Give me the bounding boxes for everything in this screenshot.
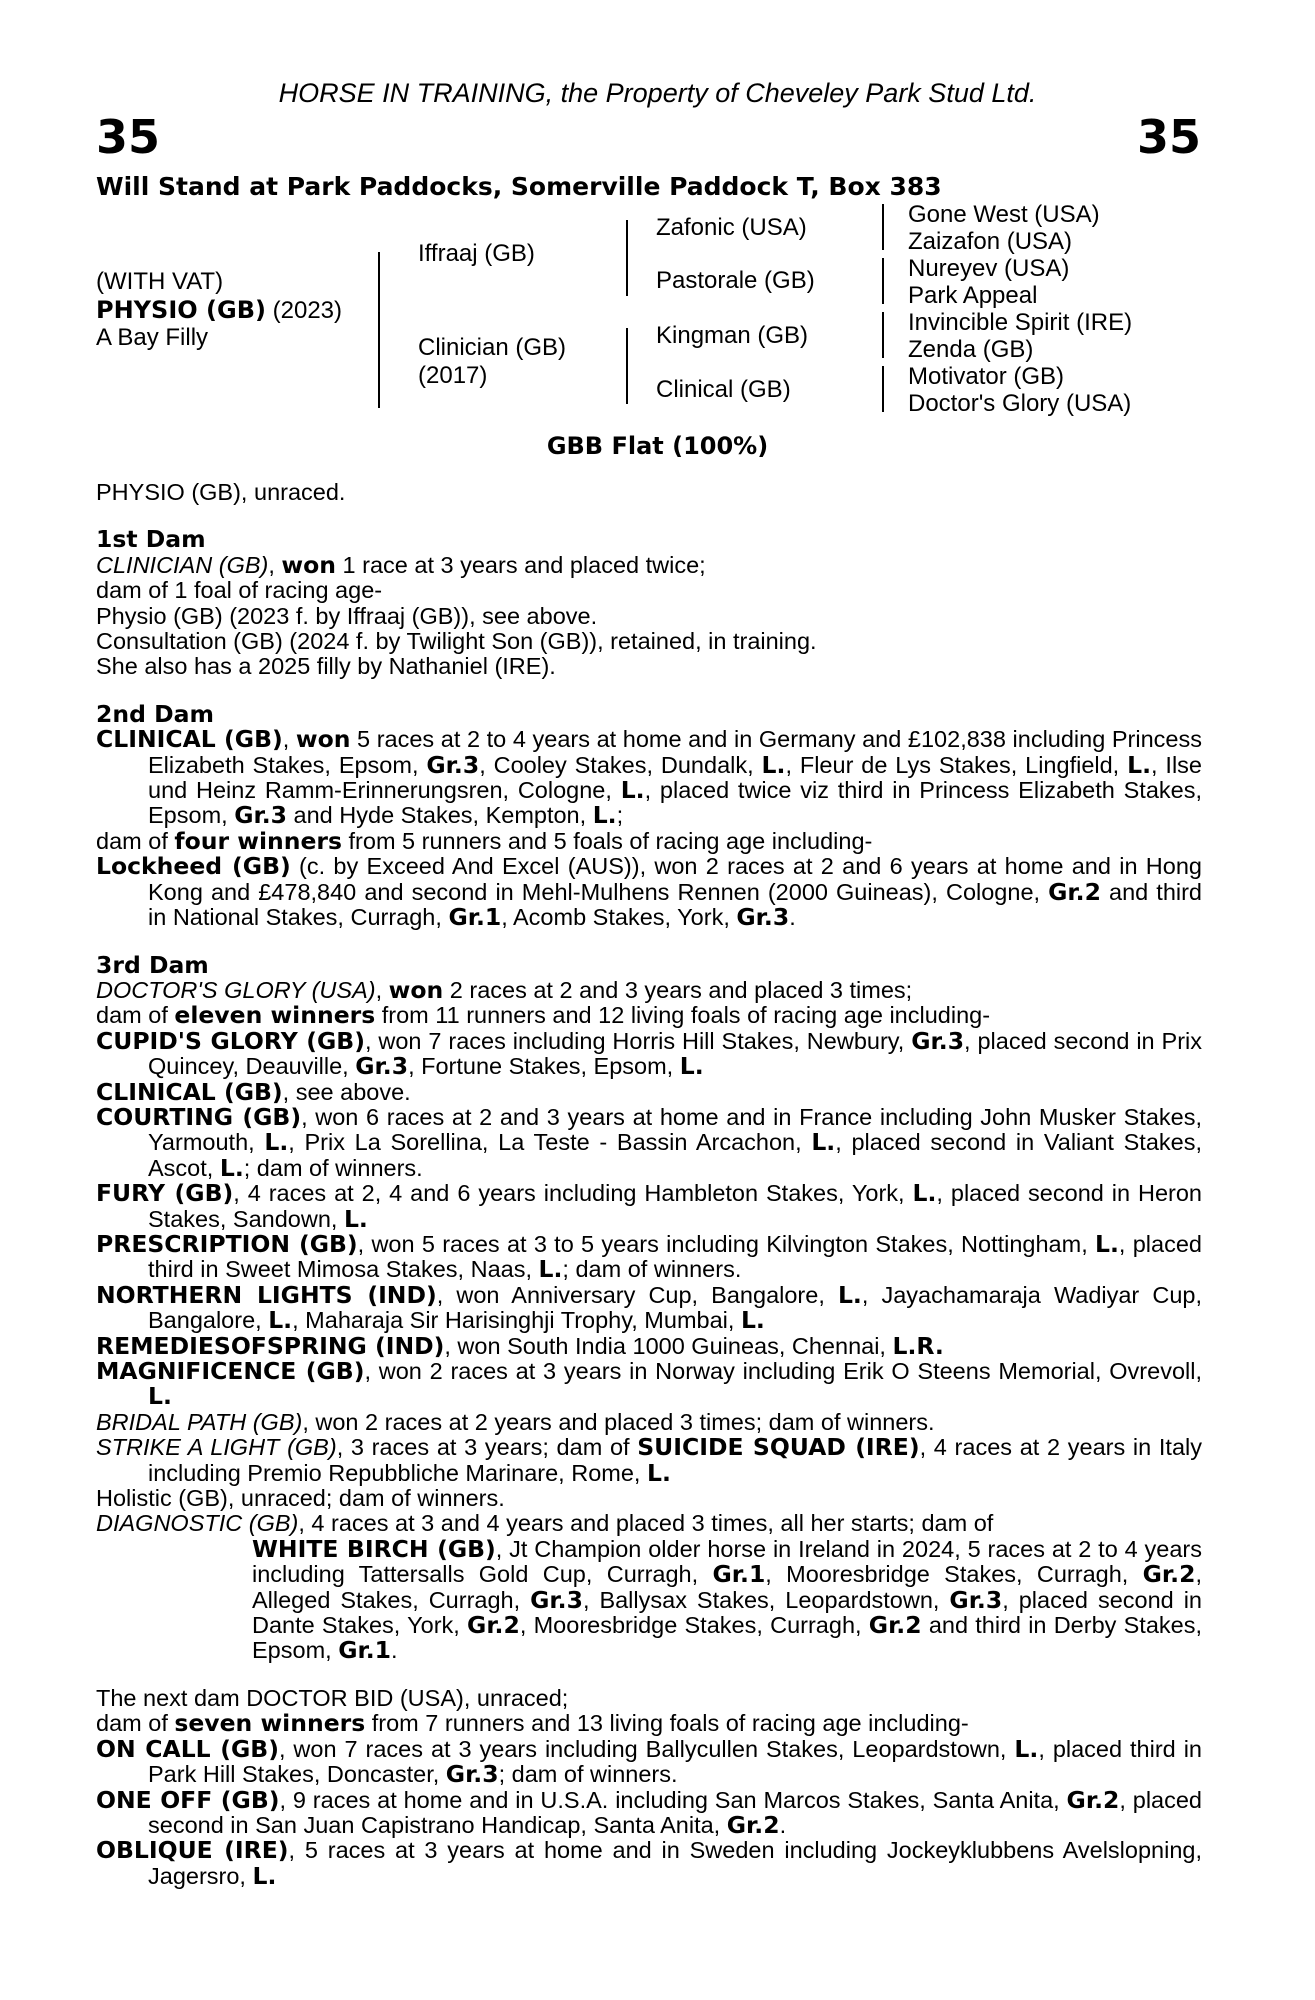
progeny-diagnostic: DIAGNOSTIC (GB), 4 races at 3 and 4 years and placed 3 times, all her starts; dam of — [96, 1510, 994, 1537]
dam: Clinician (GB) — [418, 334, 567, 361]
progeny-clinical: CLINICAL (GB), see above. — [96, 1077, 411, 1106]
next-dam-section — [96, 1686, 1202, 1889]
sss: Gone West (USA) — [908, 201, 1100, 228]
brace-gen3-1 — [882, 204, 884, 250]
catalogue-body — [96, 480, 1202, 1889]
sire-dam: Pastorale (GB) — [656, 267, 815, 294]
progeny-prescription: PRESCRIPTION (GB), won 5 races at 3 to 5 years including Kilvington Stakes, Nottingham, L., placed third in Sweet Mimosa Stakes, Naas, L.; dam of winners. — [96, 1229, 1202, 1284]
third-dam-foals: dam of eleven winners from 11 runners and 12 living foals of racing age including- — [96, 1001, 991, 1030]
progeny-strike-a-light: STRIKE A LIGHT (GB), 3 races at 3 years; dam of SUICIDE SQUAD (IRE), 4 races at 2 years in Italy including Premio Repubbliche Marinare, Rome, L. — [96, 1433, 1202, 1487]
lot-number-left: 35 — [96, 110, 161, 164]
dam-year: (2017) — [418, 362, 488, 389]
first-dam-section — [96, 527, 1202, 679]
vat-note: (WITH VAT) — [96, 268, 224, 295]
brace-gen2-sire — [626, 220, 628, 296]
progeny-fury: FURY (GB), 4 races at 2, 4 and 6 years including Hambleton Stakes, York, L., placed second in Heron Stakes, Sandown, L. — [96, 1179, 1202, 1233]
dam-dam: Clinical (GB) — [656, 376, 791, 403]
progeny-magnificence: MAGNIFICENCE (GB), won 2 races at 3 years in Norway including Erik O Steens Memorial, Ovrevoll, L. — [96, 1357, 1202, 1411]
sire-sire: Zafonic (USA) — [656, 214, 807, 241]
lot-number-right: 35 — [1136, 110, 1201, 164]
brace-gen3-3 — [882, 312, 884, 358]
brace-gen2-dam — [626, 328, 628, 404]
second-dam-record: CLINICAL (GB), won 5 races at 2 to 4 years at home and in Germany and £102,838 including Princess Elizabeth Stakes, Epsom, Gr.3, Cooley Stakes, Dundalk, L., Fleur de Lys Stakes, Lingfield, L., Ilse und Heinz Ramm-Erinnerungsren, Cologne, L., placed twice viz third in Princess Elizabeth Stakes, Epsom, Gr.3 and Hyde Stakes, Kempton, L.; — [96, 725, 1202, 830]
first-dam-record: CLINICIAN (GB), won 1 race at 3 years and placed twice; — [96, 550, 706, 579]
dam-sire: Kingman (GB) — [656, 322, 809, 349]
horse-year: (2023) — [272, 297, 343, 324]
next-dam-line: The next dam DOCTOR BID (USA), unraced; — [96, 1684, 569, 1711]
horse-name: PHYSIO (GB) — [96, 296, 266, 324]
catalogue-header: HORSE IN TRAINING, the Property of Cheveley Park Stud Ltd. — [278, 78, 1037, 108]
second-dam-foals: dam of four winners from 5 runners and 5 foals of racing age including- — [96, 826, 873, 855]
dss: Invincible Spirit (IRE) — [908, 309, 1133, 336]
progeny-bridal-path: BRIDAL PATH (GB), won 2 races at 2 years and placed 3 times; dam of winners. — [96, 1408, 935, 1435]
first-dam-note: She also has a 2025 filly by Nathaniel (IRE). — [96, 653, 556, 680]
progeny-lockheed: Lockheed (GB) (c. by Exceed And Excel (AUS)), won 2 races at 2 and 6 years at home and in Hong Kong and £478,840 and second in Mehl-Mulhens Rennen (2000 Guineas), Cologne, Gr.2 and third in National Stakes, Curragh, Gr.1, Acomb Stakes, York, Gr.3. — [96, 852, 1203, 932]
third-dam-record: DOCTOR'S GLORY (USA), won 2 races at 2 and 3 years and placed 3 times; — [96, 975, 913, 1004]
brace-gen1 — [378, 252, 380, 408]
sds: Nureyev (USA) — [908, 255, 1070, 282]
brace-gen3-2 — [882, 258, 884, 304]
progeny-on-call: ON CALL (GB), won 7 races at 3 years including Ballycullen Stakes, Leopardstown, L., placed third in Park Hill Stakes, Doncaster, Gr.3; dam of winners. — [96, 1734, 1202, 1789]
progeny-cupids-glory: CUPID'S GLORY (GB), won 7 races including Horris Hill Stakes, Newbury, Gr.3, placed second in Prix Quincey, Deauville, Gr.3, Fortune Stakes, Epsom, L. — [96, 1026, 1202, 1081]
third-dam-heading: 3rd Dam — [96, 950, 209, 979]
horse-name-line — [96, 296, 342, 325]
progeny-remediesofspring: REMEDIESOFSPRING (IND), won South India 1000 Guineas, Chennai, L.R. — [96, 1331, 944, 1360]
ssd: Zaizafon (USA) — [908, 228, 1073, 255]
second-dam-section — [96, 699, 1203, 932]
dsd: Zenda (GB) — [908, 336, 1034, 363]
next-dam-foals: dam of seven winners from 7 runners and 13 living foals of racing age including- — [96, 1709, 969, 1738]
intro-line: PHYSIO (GB), unraced. — [96, 479, 346, 505]
dds: Motivator (GB) — [908, 363, 1065, 390]
sire: Iffraaj (GB) — [418, 240, 535, 267]
first-dam-foals: dam of 1 foal of racing age- — [96, 577, 383, 604]
progeny-northern-lights: NORTHERN LIGHTS (IND), won Anniversary Cup, Bangalore, L., Jayachamaraja Wadiyar Cup, Bangalore, L., Maharaja Sir Harisinghji Trophy, Mumbai, L. — [96, 1280, 1202, 1335]
stand-location: Will Stand at Park Paddocks, Somerville Paddock T, Box 383 — [96, 172, 942, 201]
progeny-courting: COURTING (GB), won 6 races at 2 and 3 years at home and in France including John Musker Stakes, Yarmouth, L., Prix La Sorellina, La Teste - Bassin Arcachon, L., placed second in Valiant Stakes, Ascot, L.; dam of winners. — [96, 1102, 1202, 1182]
progeny-white-birch: WHITE BIRCH (GB), Jt Champion older horse in Ireland in 2024, 5 races at 2 to 4 years including Tattersalls Gold Cup, Curragh, Gr.1, Mooresbridge Stakes, Curragh, Gr.2, Alleged Stakes, Curragh, Gr.3, Ballysax Stakes, Leopardstown, Gr.3, placed second in Dante Stakes, York, Gr.2, Mooresbridge Stakes, Curragh, Gr.2 and third in Derby Stakes, Epsom, Gr.1. — [252, 1534, 1203, 1665]
first-dam-heading: 1st Dam — [96, 525, 206, 554]
progeny-physio: Physio (GB) (2023 f. by Iffraaj (GB)), see above. — [96, 602, 598, 629]
progeny-one-off: ONE OFF (GB), 9 races at home and in U.S.A. including San Marcos Stakes, Santa Anita, Gr.2, placed second in San Juan Capistrano Handicap, Santa Anita, Gr.2. — [96, 1785, 1202, 1839]
progeny-consultation: Consultation (GB) (2024 f. by Twilight Son (GB)), retained, in training. — [96, 628, 817, 655]
ddd: Doctor's Glory (USA) — [908, 390, 1132, 417]
sdd: Park Appeal — [908, 282, 1038, 309]
horse-description: A Bay Filly — [96, 324, 209, 351]
progeny-holistic: Holistic (GB), unraced; dam of winners. — [96, 1485, 505, 1512]
progeny-oblique: OBLIQUE (IRE), 5 races at 3 years at home and in Sweden including Jockeyklubbens Avelslopning, Jagersro, L. — [96, 1836, 1202, 1890]
second-dam-heading: 2nd Dam — [96, 699, 214, 728]
brace-gen3-4 — [882, 366, 884, 412]
gbb-rating: GBB Flat (100%) — [546, 432, 769, 460]
third-dam-section — [96, 950, 1203, 1665]
